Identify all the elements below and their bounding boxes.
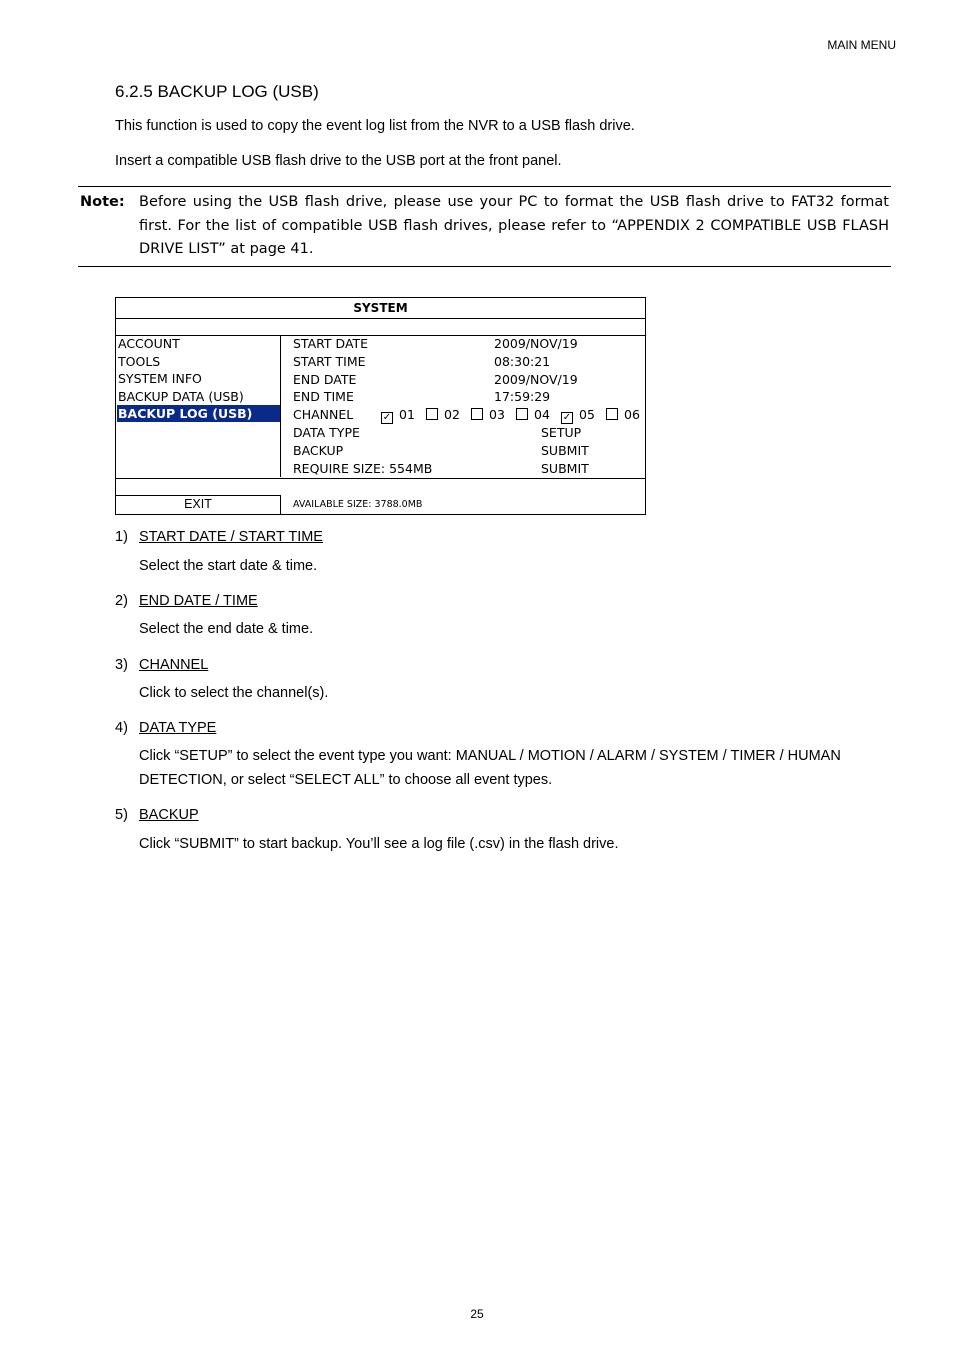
item-heading: START DATE / START TIME <box>139 529 323 545</box>
checkbox-empty-icon <box>471 408 483 420</box>
item-body: Click “SETUP” to select the event type you want: MANUAL / MOTION / ALARM / SYSTEM / TIMER / HUMAN DETECTION, or select “SELECT ALL” to choose all event types. <box>139 748 841 788</box>
backup-log-settings <box>281 335 645 477</box>
channel-checkbox-06[interactable]: 06 <box>606 406 640 423</box>
menu-item-backup-log[interactable]: BACKUP LOG (USB) <box>117 405 280 422</box>
screen-spacer <box>116 319 645 336</box>
start-time-label: START TIME <box>293 353 366 369</box>
checkbox-checked-icon: ✓ <box>382 412 392 424</box>
system-menu-list <box>116 335 281 477</box>
channel-checkbox-03[interactable]: 03 <box>471 406 505 423</box>
data-type-label: DATA TYPE <box>293 425 360 440</box>
item-number: 1) <box>115 529 128 545</box>
end-time-label: END TIME <box>293 389 354 405</box>
menu-item-system-info[interactable]: SYSTEM INFO <box>118 371 202 386</box>
backup-submit-button[interactable]: SUBMIT <box>541 442 589 458</box>
channel-label: CHANNEL <box>293 407 354 423</box>
menu-item-account[interactable]: ACCOUNT <box>118 336 180 351</box>
require-submit-button[interactable]: SUBMIT <box>541 460 589 476</box>
channel-checkbox-04[interactable]: 04 <box>516 406 550 423</box>
item-body: Click to select the channel(s). <box>139 685 329 701</box>
screen-spacer <box>116 478 645 495</box>
screen-title: SYSTEM <box>116 298 645 319</box>
channel-checkbox-02[interactable]: 02 <box>426 406 460 423</box>
checkbox-empty-icon <box>516 408 528 420</box>
item-body: Select the start date & time. <box>139 558 318 574</box>
item-heading: END DATE / TIME <box>139 593 258 609</box>
intro-paragraph: This function is used to copy the event log list from the NVR to a USB flash drive. <box>115 118 635 134</box>
start-date-value[interactable]: 2009/NOV/19 <box>494 336 578 351</box>
item-number: 3) <box>115 657 128 673</box>
channel-checkbox-01[interactable]: ✓ 01 <box>382 407 415 424</box>
menu-item-tools[interactable]: TOOLS <box>118 353 161 369</box>
checkbox-empty-icon <box>606 408 618 420</box>
require-size-label: REQUIRE SIZE: 554MB <box>293 460 433 476</box>
section-title: 6.2.5 BACKUP LOG (USB) <box>115 82 319 101</box>
system-menu-screen <box>115 297 646 515</box>
note-label: Note: <box>80 194 125 210</box>
start-time-value[interactable]: 08:30:21 <box>494 353 551 369</box>
end-date-label: END DATE <box>293 371 357 387</box>
item-heading: DATA TYPE <box>139 720 217 736</box>
item-body: Select the end date & time. <box>139 621 314 637</box>
backup-label: BACKUP <box>293 442 344 458</box>
page-number: 25 <box>470 1307 484 1321</box>
checkbox-empty-icon <box>426 408 438 420</box>
item-heading: BACKUP <box>139 807 199 823</box>
menu-item-backup-data[interactable]: BACKUP DATA (USB) <box>118 388 244 404</box>
item-body: Click “SUBMIT” to start backup. You’ll see a log file (.csv) in the flash drive. <box>139 836 619 852</box>
note-box <box>78 186 891 267</box>
end-date-value[interactable]: 2009/NOV/19 <box>494 371 578 387</box>
data-type-setup-button[interactable]: SETUP <box>541 425 582 440</box>
exit-button[interactable]: EXIT <box>116 495 281 514</box>
item-number: 4) <box>115 720 128 736</box>
available-size: AVAILABLE SIZE: 3788.0MB <box>293 499 423 510</box>
checkbox-checked-icon: ✓ <box>562 412 572 424</box>
end-time-value[interactable]: 17:59:29 <box>494 389 551 405</box>
note-text: Before using the USB flash drive, please use your PC to format the USB flash drive to FAT32 format first. For the list of compatible USB flash drives, please refer to “APPENDIX 2 COMPATIBLE USB FLASH DRIVE LIST” at page 41. <box>139 194 889 257</box>
instruction-paragraph: Insert a compatible USB flash drive to the USB port at the front panel. <box>115 153 562 169</box>
channel-checkbox-05[interactable]: ✓ 05 <box>562 407 595 424</box>
item-number: 5) <box>115 807 128 823</box>
start-date-label: START DATE <box>293 336 369 351</box>
item-heading: CHANNEL <box>139 657 209 673</box>
item-number: 2) <box>115 593 128 609</box>
running-header: MAIN MENU <box>827 38 896 52</box>
